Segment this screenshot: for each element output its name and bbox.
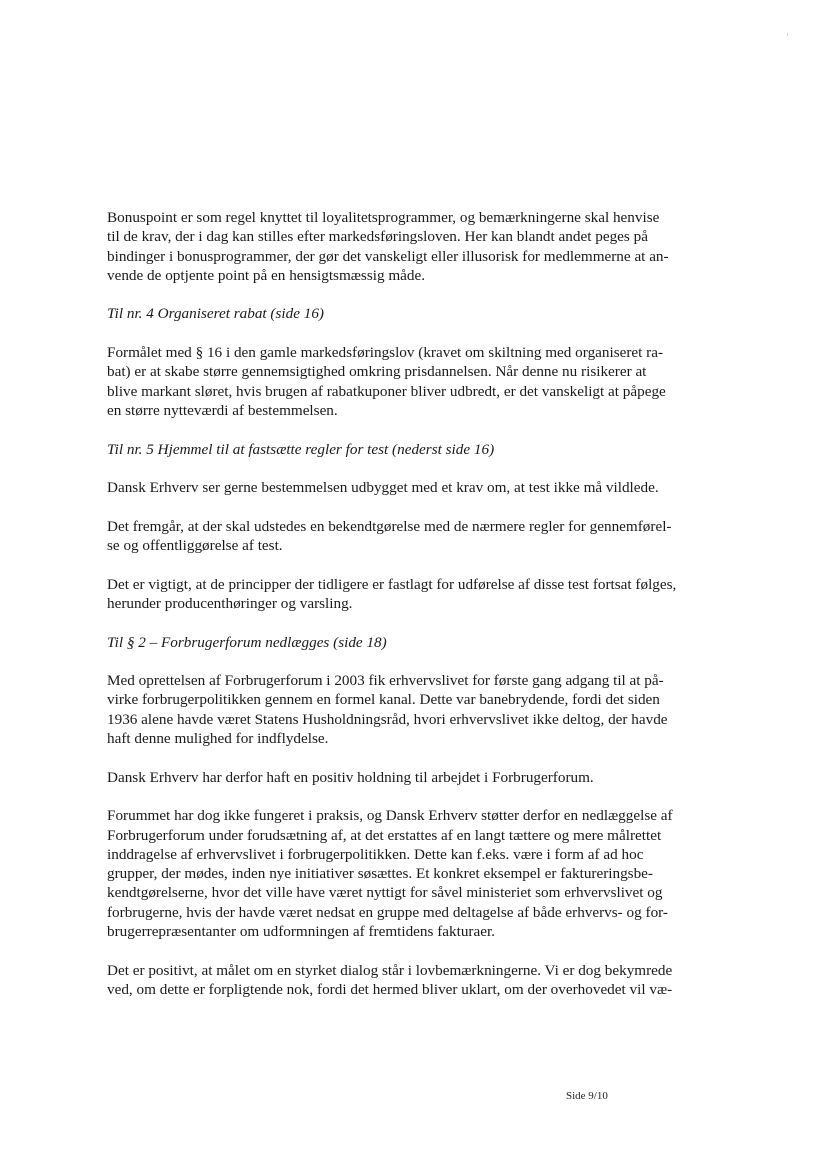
text-line: Det er positivt, at målet om en styrket dialog står i lovbemærkningerne. Vi er dog bekymrede <box>107 961 673 979</box>
text-line: Til § 2 – Forbrugerforum nedlægges (side 18) <box>107 633 387 651</box>
text-line: Bonuspoint er som regel knyttet til loyalitetsprogrammer, og bemærkningerne skal henvise <box>107 209 660 226</box>
text-line: Dansk Erhverv ser gerne bestemmelsen udbygget med et krav om, at test ikke må vildlede. <box>107 479 659 497</box>
page-number: Side 9/10 <box>566 1090 608 1102</box>
body-paragraph <box>107 343 713 420</box>
text-line: ved, om dette er forpligtende nok, fordi det hermed bliver uklart, om der overhovedet vil væ- <box>107 980 673 998</box>
text-line: Forummet har dog ikke fungeret i praksis, og Dansk Erhverv støtter derfor en nedlæggelse af <box>107 807 673 825</box>
body-paragraph <box>107 768 713 787</box>
text-line: forbrugerne, hvis der havde været nedsat en gruppe med deltagelse af både erhvervs- og for- <box>107 903 668 921</box>
section-heading <box>107 304 713 323</box>
body-paragraph <box>107 478 713 497</box>
text-line: grupper, der mødes, inden nye initiativer søsættes. Et konkret eksempel er faktureringsbe- <box>107 865 653 883</box>
text-line: Til nr. 5 Hjemmel til at fastsætte regler for test (nederst side 16) <box>107 440 495 458</box>
text-line: virke forbrugerpolitikken gennem en formel kanal. Dette var banebrydende, fordi det siden <box>107 691 660 709</box>
text-line: Dansk Erhverv har derfor haft en positiv holdning til arbejdet i Forbrugerforum. <box>107 768 594 786</box>
text-line: haft denne mulighed for indflydelse. <box>107 730 329 748</box>
text-line: herunder producenthøringer og varsling. <box>107 594 353 612</box>
body-paragraph <box>107 517 713 556</box>
text-line: inddragelse af erhvervslivet i forbrugerpolitikken. Dette kan f.eks. være i form af ad hoc <box>107 845 644 863</box>
text-line: Forbrugerforum under forudsætning af, at det erstattes af en langt tættere og mere målrettet <box>107 826 662 844</box>
text-line: Formålet med § 16 i den gamle markedsføringslov (kravet om skiltning med organiseret ra- <box>107 344 664 362</box>
section-heading <box>107 440 713 459</box>
body-paragraph <box>107 208 713 285</box>
text-line: en større nytteværdi af bestemmelsen. <box>107 401 338 419</box>
text-line: se og offentliggørelse af test. <box>107 537 283 555</box>
text-line: 1936 alene havde været Statens Husholdningsråd, hvori erhvervslivet ikke deltog, der havde <box>107 710 668 728</box>
text-line: Med oprettelsen af Forbrugerforum i 2003 fik erhvervslivet for første gang adgang til at på- <box>107 672 664 690</box>
text-line: brugerrepræsentanter om udformningen af fremtidens fakturaer. <box>107 922 495 940</box>
text-line: Det er vigtigt, at de principper der tidligere er fastlagt for udførelse af disse test fortsat følges, <box>107 575 677 593</box>
text-line: bat) er at skabe større gennemsigtighed omkring prisdannelsen. Når denne nu risikerer at <box>107 363 647 381</box>
text-line: til de krav, der i dag kan stilles efter markedsføringsloven. Her kan blandt andet peges på <box>107 228 648 246</box>
body-paragraph <box>107 575 713 614</box>
body-paragraph <box>107 961 713 1000</box>
body-paragraph <box>107 806 713 941</box>
text-line: vende de optjente point på en hensigtsmæssig måde. <box>107 266 426 284</box>
text-line: kendtgørelserne, hvor det ville have været nyttigt for såvel ministeriet som erhvervslivet og <box>107 884 663 902</box>
document-body <box>107 208 713 1018</box>
scan-mark <box>787 33 788 36</box>
text-line: blive markant sløret, hvis brugen af rabatkuponer bliver udbredt, er det vanskeligt at påpege <box>107 382 666 400</box>
section-heading <box>107 633 713 652</box>
body-paragraph <box>107 671 713 748</box>
text-line: Det fremgår, at der skal udstedes en bekendtgørelse med de nærmere regler for gennemførel- <box>107 517 672 535</box>
text-line: bindinger i bonusprogrammer, der gør det vanskeligt eller illusorisk for medlemmerne at an- <box>107 247 669 265</box>
text-line: Til nr. 4 Organiseret rabat (side 16) <box>107 305 324 323</box>
